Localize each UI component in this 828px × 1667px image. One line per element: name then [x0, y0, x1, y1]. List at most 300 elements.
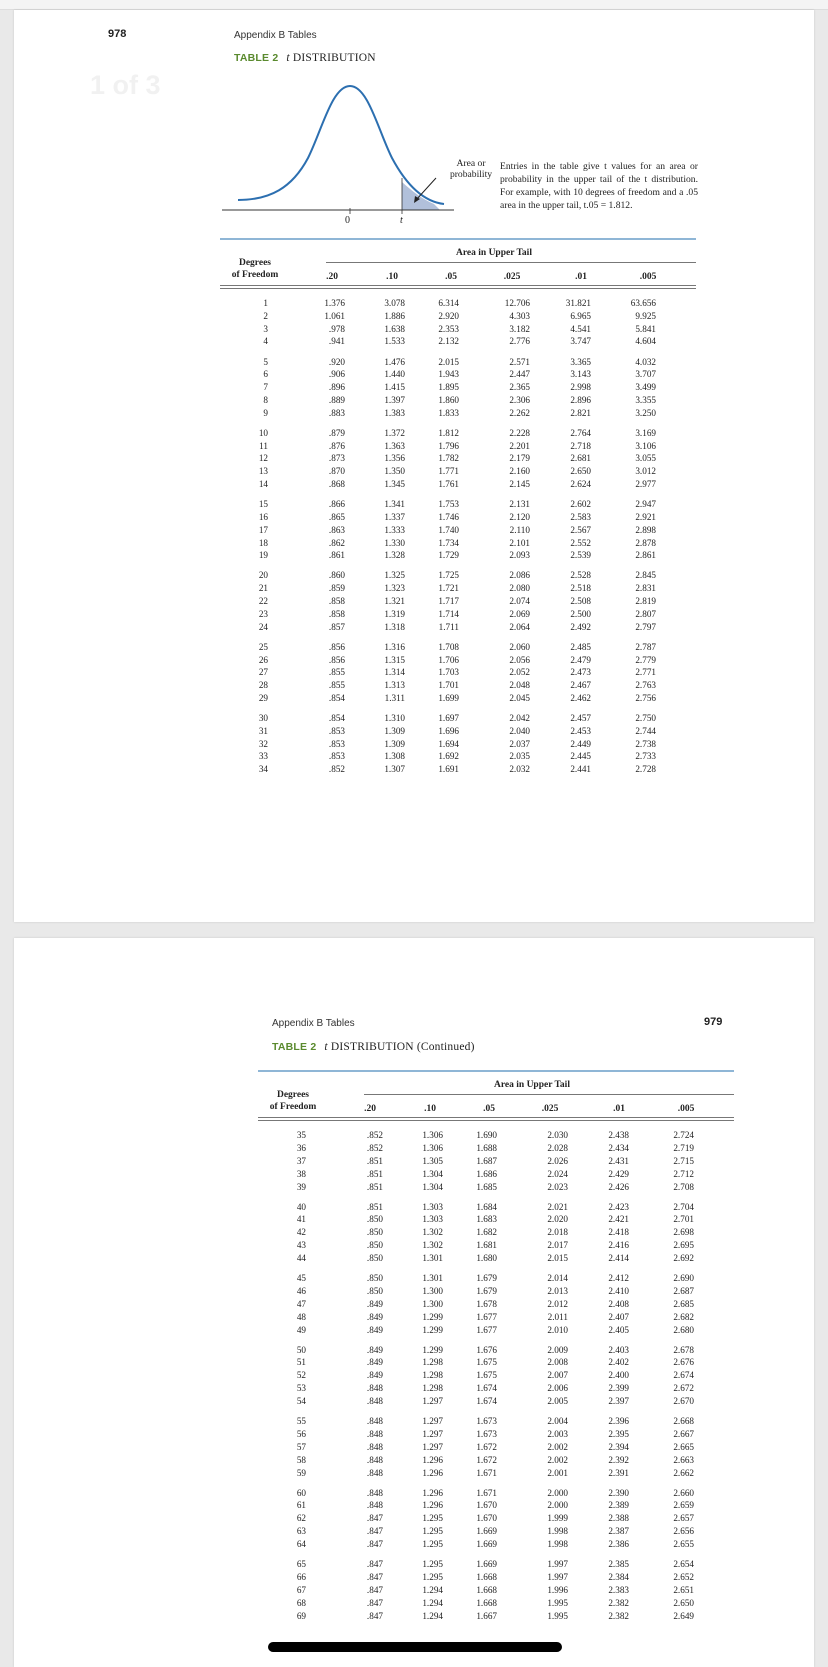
value-cell: 2.718 — [570, 440, 591, 451]
value-cell: 6.314 — [438, 298, 459, 308]
table-row — [220, 357, 700, 368]
header-bottom-rule — [258, 1117, 734, 1118]
value-cell: 2.764 — [570, 427, 591, 438]
table-row — [258, 1169, 738, 1180]
table-row — [258, 1396, 738, 1407]
value-cell: 2.704 — [673, 1201, 694, 1212]
value-cell: 1.669 — [476, 1526, 497, 1537]
value-cell: 1.995 — [547, 1597, 568, 1608]
value-cell: .876 — [328, 440, 345, 451]
df-cell: 49 — [296, 1324, 306, 1335]
value-cell: 1.673 — [476, 1428, 497, 1439]
value-cell: 1.296 — [422, 1500, 443, 1511]
page-counter: 1 of 3 — [90, 70, 161, 100]
column-header: .10 — [386, 272, 398, 282]
table-row — [220, 713, 700, 724]
value-cell: 1.673 — [476, 1416, 497, 1426]
table-row — [258, 1286, 738, 1297]
value-cell: 2.387 — [608, 1526, 629, 1537]
column-header: .01 — [613, 1104, 625, 1114]
value-cell: .848 — [366, 1467, 383, 1478]
header-bottom-rule — [220, 285, 696, 286]
value-cell: .851 — [366, 1181, 383, 1192]
df-cell: 67 — [296, 1584, 306, 1595]
table-row — [258, 1598, 738, 1609]
value-cell: .849 — [366, 1357, 383, 1368]
table-description: Entries in the table give t values for an area or probability in the upper tail of the t distribution. For example, with 10 degrees of freedom and a .05 area in the upper tail, t.05 = 1.812. — [500, 161, 698, 211]
value-cell: 1.294 — [422, 1584, 443, 1595]
value-cell: 1.668 — [476, 1571, 497, 1582]
value-cell: 1.672 — [476, 1441, 497, 1452]
value-cell: .861 — [328, 550, 345, 561]
table-title — [234, 52, 376, 64]
value-cell: 2.004 — [547, 1416, 568, 1426]
df-cell: 39 — [296, 1181, 306, 1192]
value-cell: 2.390 — [608, 1487, 629, 1498]
value-cell: 1.303 — [422, 1201, 443, 1212]
degrees-label-line2: of Freedom — [231, 270, 279, 280]
value-cell: 1.761 — [438, 479, 459, 489]
df-cell: 69 — [296, 1610, 306, 1621]
value-cell: 2.678 — [673, 1344, 694, 1355]
value-cell: .879 — [328, 427, 345, 438]
value-cell: 1.302 — [422, 1240, 443, 1251]
value-cell: 2.724 — [673, 1130, 694, 1140]
table-label: TABLE 2 — [272, 1041, 317, 1053]
value-cell: .866 — [328, 499, 345, 510]
value-cell: 2.650 — [570, 466, 591, 477]
value-cell: 1.860 — [438, 394, 459, 405]
value-cell: 1.696 — [438, 725, 459, 736]
value-cell: .865 — [328, 511, 345, 522]
table-top-rule — [220, 238, 696, 240]
value-cell: 1.812 — [438, 427, 459, 438]
value-cell: 2.131 — [509, 499, 530, 510]
value-cell: .847 — [366, 1610, 383, 1621]
table-row — [220, 667, 700, 678]
value-cell: 1.682 — [476, 1227, 497, 1238]
value-cell: 2.003 — [547, 1428, 568, 1439]
value-cell: .848 — [366, 1383, 383, 1394]
df-cell: 5 — [263, 356, 268, 367]
value-cell: 1.299 — [422, 1344, 443, 1355]
value-cell: 2.382 — [608, 1610, 629, 1621]
df-cell: 45 — [296, 1273, 306, 1283]
value-cell: 2.032 — [509, 764, 530, 775]
value-cell: .849 — [366, 1344, 383, 1355]
value-cell: 2.132 — [438, 336, 459, 347]
df-cell: 40 — [296, 1201, 306, 1212]
value-cell: 1.692 — [438, 751, 459, 762]
df-cell: 35 — [296, 1130, 306, 1140]
df-cell: 4 — [263, 336, 268, 347]
value-cell: 2.649 — [673, 1610, 694, 1621]
value-cell: 1.295 — [422, 1559, 443, 1569]
df-cell: 59 — [296, 1467, 306, 1478]
value-cell: .847 — [366, 1526, 383, 1537]
table-row — [220, 336, 700, 347]
value-cell: 2.652 — [673, 1571, 694, 1582]
table-row — [258, 1253, 738, 1264]
df-cell: 11 — [259, 440, 268, 451]
value-cell: 2.479 — [570, 654, 591, 665]
df-cell: 28 — [258, 680, 268, 691]
column-header: .10 — [424, 1104, 436, 1114]
value-cell: 2.000 — [547, 1500, 568, 1511]
df-cell: 58 — [296, 1454, 306, 1465]
value-cell: 1.671 — [476, 1487, 497, 1498]
value-cell: 1.315 — [384, 654, 405, 665]
value-cell: 2.898 — [635, 524, 656, 535]
value-cell: 1.295 — [422, 1513, 443, 1524]
value-cell: 2.069 — [509, 608, 530, 619]
value-cell: 2.518 — [570, 583, 591, 594]
value-cell: 5.841 — [635, 323, 656, 334]
df-cell: 26 — [258, 654, 268, 665]
df-cell: 17 — [258, 524, 268, 535]
table-title-var: t — [286, 52, 290, 64]
value-cell: 2.026 — [547, 1155, 568, 1166]
value-cell: 2.921 — [635, 511, 656, 522]
value-cell: 4.604 — [635, 336, 656, 347]
df-cell: 32 — [258, 738, 268, 749]
value-cell: .906 — [328, 369, 345, 380]
value-cell: .860 — [328, 570, 345, 581]
value-cell: .848 — [366, 1500, 383, 1511]
value-cell: 1.305 — [422, 1155, 443, 1166]
value-cell: 3.078 — [384, 298, 405, 308]
value-cell: 1.337 — [384, 511, 405, 522]
value-cell: 1.669 — [476, 1539, 497, 1550]
value-cell: 2.467 — [570, 680, 591, 691]
value-cell: 2.400 — [608, 1370, 629, 1381]
value-cell: 1.717 — [438, 596, 459, 606]
value-cell: .848 — [366, 1487, 383, 1498]
value-cell: 1.670 — [476, 1500, 497, 1511]
value-cell: 4.541 — [570, 323, 591, 334]
value-cell: 1.306 — [422, 1130, 443, 1140]
header-bottom-rule-2 — [258, 1120, 734, 1121]
value-cell: 2.365 — [509, 382, 530, 393]
value-cell: .848 — [366, 1428, 383, 1439]
table-row — [258, 1416, 738, 1427]
value-cell: 2.528 — [570, 570, 591, 581]
table-row — [220, 726, 700, 737]
table-row — [258, 1325, 738, 1336]
value-cell: 1.674 — [476, 1396, 497, 1407]
degrees-label-line1: Degrees — [238, 258, 271, 268]
df-cell: 62 — [296, 1513, 306, 1524]
value-cell: 9.925 — [635, 310, 656, 321]
df-cell: 65 — [296, 1559, 306, 1569]
value-cell: 1.675 — [476, 1357, 497, 1368]
table-row — [220, 655, 700, 666]
value-cell: 1.333 — [384, 524, 405, 535]
df-cell: 47 — [296, 1298, 306, 1309]
value-cell: 1.686 — [476, 1168, 497, 1179]
value-cell: .850 — [366, 1285, 383, 1296]
value-cell: 1.714 — [438, 608, 459, 619]
value-cell: 1.678 — [476, 1298, 497, 1309]
value-cell: 1.306 — [422, 1142, 443, 1153]
value-cell: 2.763 — [635, 680, 656, 691]
value-cell: 2.015 — [547, 1253, 568, 1264]
value-cell: 2.101 — [509, 537, 530, 548]
value-cell: 1.296 — [422, 1487, 443, 1498]
value-cell: .978 — [328, 323, 345, 334]
value-cell: 1.674 — [476, 1383, 497, 1394]
value-cell: 1.325 — [384, 570, 405, 581]
value-cell: 1.440 — [384, 369, 405, 380]
column-header: .025 — [541, 1104, 559, 1114]
value-cell: 2.771 — [635, 667, 656, 678]
value-cell: .854 — [328, 713, 345, 723]
value-cell: 2.750 — [635, 713, 656, 723]
value-cell: 1.295 — [422, 1526, 443, 1537]
value-cell: 3.106 — [635, 440, 656, 451]
value-cell: 2.977 — [635, 479, 656, 489]
table-title — [272, 1041, 475, 1053]
area-header-rule — [326, 262, 696, 263]
value-cell: 2.738 — [635, 738, 656, 749]
value-cell: 1.341 — [384, 499, 405, 510]
value-cell: 1.313 — [384, 680, 405, 691]
value-cell: 2.431 — [608, 1155, 629, 1166]
value-cell: 1.300 — [422, 1298, 443, 1309]
df-cell: 60 — [296, 1487, 306, 1498]
value-cell: 2.386 — [608, 1539, 629, 1550]
value-cell: 2.655 — [673, 1539, 694, 1550]
value-cell: 2.423 — [608, 1201, 629, 1212]
value-cell: 2.397 — [608, 1396, 629, 1407]
value-cell: .852 — [328, 764, 345, 775]
area-label: Area or probability — [449, 158, 493, 180]
df-cell: 48 — [296, 1311, 306, 1322]
value-cell: 1.321 — [384, 596, 405, 606]
value-cell: 2.787 — [635, 641, 656, 652]
value-cell: 2.410 — [608, 1285, 629, 1296]
table-row — [258, 1572, 738, 1583]
value-cell: 4.303 — [509, 310, 530, 321]
value-cell: 1.995 — [547, 1610, 568, 1621]
table-row — [220, 642, 700, 653]
df-cell: 7 — [263, 382, 268, 393]
value-cell: 1.476 — [384, 356, 405, 367]
value-cell: 2.920 — [438, 310, 459, 321]
value-cell: 3.169 — [635, 427, 656, 438]
page-979 — [14, 938, 814, 1667]
value-cell: 1.308 — [384, 751, 405, 762]
value-cell: 2.014 — [547, 1273, 568, 1283]
value-cell: 2.719 — [673, 1142, 694, 1153]
table-row — [220, 428, 700, 439]
value-cell: 2.395 — [608, 1428, 629, 1439]
value-cell: .850 — [366, 1214, 383, 1225]
value-cell: 1.734 — [438, 537, 459, 548]
value-cell: 1.669 — [476, 1559, 497, 1569]
value-cell: 12.706 — [504, 298, 530, 308]
table-title-text: DISTRIBUTION (Continued) — [330, 1041, 475, 1053]
table-row — [258, 1182, 738, 1193]
value-cell: 63.656 — [630, 298, 656, 308]
value-cell: 3.143 — [570, 369, 591, 380]
table-row — [220, 382, 700, 393]
value-cell: 2.388 — [608, 1513, 629, 1524]
value-cell: .856 — [328, 654, 345, 665]
value-cell: 2.831 — [635, 583, 656, 594]
value-cell: .847 — [366, 1584, 383, 1595]
df-cell: 2 — [263, 310, 268, 321]
value-cell: 1.771 — [438, 466, 459, 477]
area-header-rule — [364, 1094, 734, 1095]
value-cell: .847 — [366, 1597, 383, 1608]
df-cell: 52 — [296, 1370, 306, 1381]
value-cell: 2.407 — [608, 1311, 629, 1322]
degrees-label — [258, 1089, 328, 1113]
value-cell: 2.001 — [547, 1467, 568, 1478]
value-cell: 2.665 — [673, 1441, 694, 1452]
value-cell: 2.007 — [547, 1370, 568, 1381]
value-cell: 1.677 — [476, 1311, 497, 1322]
value-cell: 1.294 — [422, 1597, 443, 1608]
value-cell: 1.319 — [384, 608, 405, 619]
table-row — [258, 1312, 738, 1323]
value-cell: 1.298 — [422, 1370, 443, 1381]
value-cell: .848 — [366, 1441, 383, 1452]
table-row — [258, 1488, 738, 1499]
value-cell: 1.296 — [422, 1467, 443, 1478]
value-cell: 1.679 — [476, 1285, 497, 1296]
df-cell: 53 — [296, 1383, 306, 1394]
table-row — [258, 1500, 738, 1511]
df-cell: 30 — [258, 713, 268, 723]
value-cell: 2.035 — [509, 751, 530, 762]
value-cell: 1.711 — [438, 621, 459, 632]
table-row — [220, 609, 700, 620]
value-cell: 1.685 — [476, 1181, 497, 1192]
table-row — [220, 453, 700, 464]
value-cell: .856 — [328, 641, 345, 652]
value-cell: 2.086 — [509, 570, 530, 581]
value-cell: 2.660 — [673, 1487, 694, 1498]
df-cell: 10 — [258, 427, 268, 438]
value-cell: 1.345 — [384, 479, 405, 489]
value-cell: 2.421 — [608, 1214, 629, 1225]
value-cell: .870 — [328, 466, 345, 477]
df-cell: 55 — [296, 1416, 306, 1426]
value-cell: 1.687 — [476, 1155, 497, 1166]
value-cell: 2.024 — [547, 1168, 568, 1179]
value-cell: 2.500 — [570, 608, 591, 619]
table-row — [220, 596, 700, 607]
area-header: Area in Upper Tail — [494, 1080, 570, 1090]
table-row — [258, 1429, 738, 1440]
axis-t-label: t — [400, 215, 403, 226]
value-cell: 2.733 — [635, 751, 656, 762]
value-cell: .873 — [328, 453, 345, 464]
value-cell: 2.392 — [608, 1454, 629, 1465]
value-cell: 1.363 — [384, 440, 405, 451]
table-title-var: t — [324, 1041, 328, 1053]
value-cell: .941 — [328, 336, 345, 347]
value-cell: 2.414 — [608, 1253, 629, 1264]
page-number: 979 — [704, 1016, 723, 1028]
value-cell: 2.602 — [570, 499, 591, 510]
df-cell: 61 — [296, 1500, 306, 1511]
table-row — [220, 693, 700, 704]
degrees-label-line1: Degrees — [276, 1090, 309, 1100]
value-cell: 2.698 — [673, 1227, 694, 1238]
table-row — [220, 583, 700, 594]
value-cell: .854 — [328, 692, 345, 703]
value-cell: 2.552 — [570, 537, 591, 548]
value-cell: 1.310 — [384, 713, 405, 723]
horizontal-scrollbar[interactable] — [268, 1642, 562, 1652]
value-cell: 3.012 — [635, 466, 656, 477]
table-row — [258, 1273, 738, 1284]
value-cell: .850 — [366, 1227, 383, 1238]
value-cell: 1.668 — [476, 1584, 497, 1595]
value-cell: 2.449 — [570, 738, 591, 749]
value-cell: 2.110 — [509, 524, 530, 535]
axis-zero-label: 0 — [345, 215, 350, 226]
value-cell: 2.412 — [608, 1273, 629, 1283]
value-cell: 1.397 — [384, 394, 405, 405]
df-cell: 51 — [296, 1357, 306, 1368]
value-cell: 3.182 — [509, 323, 530, 334]
value-cell: 1.533 — [384, 336, 405, 347]
value-cell: 1.356 — [384, 453, 405, 464]
table-row — [258, 1240, 738, 1251]
value-cell: 1.684 — [476, 1201, 497, 1212]
table-row — [258, 1345, 738, 1356]
value-cell: .852 — [366, 1142, 383, 1153]
value-cell: .896 — [328, 382, 345, 393]
value-cell: 1.297 — [422, 1428, 443, 1439]
value-cell: 2.002 — [547, 1454, 568, 1465]
page-number: 978 — [108, 28, 127, 40]
value-cell: 1.314 — [384, 667, 405, 678]
value-cell: .855 — [328, 667, 345, 678]
value-cell: 2.017 — [547, 1240, 568, 1251]
value-cell: 2.715 — [673, 1155, 694, 1166]
value-cell: 2.685 — [673, 1298, 694, 1309]
value-cell: 2.408 — [608, 1298, 629, 1309]
df-cell: 43 — [296, 1240, 306, 1251]
value-cell: .849 — [366, 1324, 383, 1335]
table-label: TABLE 2 — [234, 52, 279, 64]
table-row — [258, 1526, 738, 1537]
value-cell: 2.663 — [673, 1454, 694, 1465]
value-cell: 2.028 — [547, 1142, 568, 1153]
value-cell: .851 — [366, 1155, 383, 1166]
value-cell: 1.998 — [547, 1526, 568, 1537]
table-row — [220, 512, 700, 523]
column-header: .05 — [483, 1104, 495, 1114]
value-cell: 2.776 — [509, 336, 530, 347]
value-cell: .848 — [366, 1396, 383, 1407]
table-row — [220, 395, 700, 406]
column-header: .005 — [639, 272, 657, 282]
df-cell: 9 — [263, 407, 268, 418]
running-head: Appendix B Tables — [272, 1018, 355, 1029]
degrees-label-line2: of Freedom — [269, 1102, 317, 1112]
table-row — [258, 1513, 738, 1524]
value-cell: 2.457 — [570, 713, 591, 723]
value-cell: 1.667 — [476, 1610, 497, 1621]
value-cell: 2.680 — [673, 1324, 694, 1335]
value-cell: 2.429 — [608, 1168, 629, 1179]
